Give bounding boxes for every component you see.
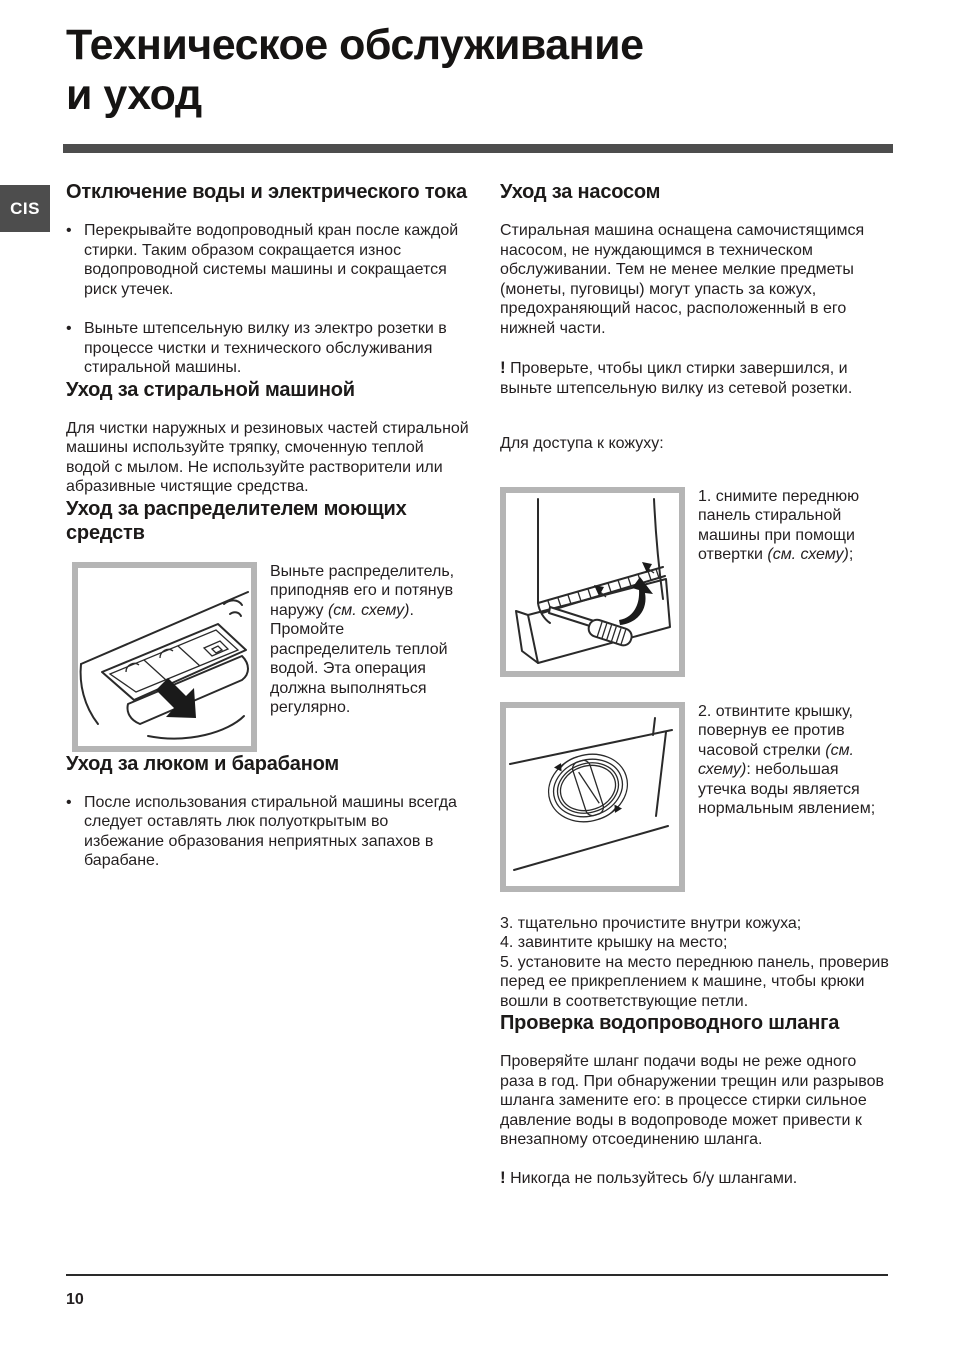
dispenser-text-post: . Промойте распределитель теплой водой. Эта операция должна выполняться регулярно.: [270, 601, 448, 716]
front-panel-figure: [500, 487, 685, 677]
heading-pump-care: Уход за насосом: [500, 181, 661, 203]
warning-pump-text: Проверьте, чтобы цикл стирки завершился, и выньте штепсельную вилку из сетевой розетки.: [500, 360, 853, 397]
bullet-text: После использования стиральной машины всегда следует оставлять люк полуоткрытым во избежание образования неприятных запахов в барабане.: [84, 793, 457, 869]
step-1-text: [698, 487, 888, 677]
heading-machine-care: Уход за стиральной машиной: [66, 378, 355, 401]
dispenser-figure: [72, 562, 257, 752]
pump-cover-figure-row: [500, 702, 892, 892]
dispenser-instructions: [270, 562, 460, 752]
warning-mark: !: [500, 358, 506, 377]
warning-hose-text: Никогда не пользуйтесь б/у шлангами.: [510, 1169, 798, 1187]
step-2-text: [698, 702, 888, 892]
body-machine-care: Для чистки наружных и резиновых частей стиральной машины используйте тряпку, смоченную теплой водой с мылом. Не используйте растворители или абразивные чистящие средства.: [66, 419, 469, 495]
step-3-text: 3. тщательно прочистите внутри кожуха;: [500, 914, 802, 932]
bullet-text: Перекрывайте водопроводный кран после каждой стирки. Таким образом сокращается износ водопроводной системы машины и сокращается риск утечек.: [84, 222, 459, 298]
step-4-text: 4. завинтите крышку на место;: [500, 934, 728, 951]
cis-language-tab: CIS: [0, 185, 50, 232]
detergent-dispenser-drawing: [78, 568, 251, 746]
pump-cap: [540, 744, 636, 832]
front-panel-removal-drawing: [506, 493, 679, 671]
see-figure-ref: (см. схему): [327, 601, 410, 619]
heading-dispenser-care: Уход за распределителем моющих средств: [66, 497, 407, 544]
dispenser-text-pre: Выньте распределитель, приподняв его и потянув наружу: [270, 562, 455, 619]
step2-post: : небольшая утечка воды является нормальным явлением;: [698, 761, 876, 817]
bullet-item: [66, 319, 470, 378]
warning-hose: [500, 1168, 892, 1189]
step-5-text: 5. установите на место переднюю панель, проверив перед ее прикреплением к машине, чтобы крюки вошли в соответствующие петли.: [500, 953, 889, 1010]
pump-cover-drawing: [506, 708, 679, 886]
bullet-marker: •: [66, 222, 72, 239]
step2-pre: 2. отвинтите крышку, повернув ее против часовой стрелки: [698, 702, 853, 759]
pump-care-body: Стиральная машина оснащена самочистящимся насосом, не нуждающимся в техническом обслуживании. Тем не менее мелкие предметы (монеты, пуговицы) могут упасть за кожух, предохраняющий насос, расположенный в его нижней части.: [500, 222, 865, 337]
bullet-item: [66, 793, 470, 871]
pump-cover-figure: [500, 702, 685, 892]
heading-water-power-off: Отключение воды и электрического тока: [66, 181, 467, 203]
page-title-line1: Техническое обслуживание: [66, 21, 644, 69]
steps-3-5: [500, 914, 892, 1012]
bullet-marker: •: [66, 320, 72, 337]
heading-door-drum-care: Уход за люком и барабаном: [66, 752, 339, 775]
see-figure-ref: (см. схему): [698, 741, 854, 778]
bullet-item: [66, 221, 470, 299]
see-figure-ref: (см. схему): [767, 546, 849, 563]
bullet-text: Выньте штепсельную вилку из электро розетки в процессе чистки и технического обслуживания стиральной машины.: [84, 320, 447, 376]
page-number: 10: [66, 1291, 84, 1308]
page-title-line2: и уход: [66, 71, 202, 119]
heading-hose-check: Проверка водопроводного шланга: [500, 1012, 840, 1034]
step1-post: ;: [848, 546, 854, 563]
warning-mark: !: [500, 1167, 506, 1187]
footer-rule: [66, 1274, 888, 1276]
front-panel-figure-row: [500, 487, 892, 677]
access-note: Для доступа к кожуху:: [500, 435, 664, 452]
warning-pump: [500, 358, 892, 398]
dispenser-figure-row: [72, 562, 470, 752]
title-rule: [63, 144, 893, 153]
water-power-bullets: [66, 221, 470, 378]
right-column: [500, 180, 892, 1188]
door-drum-bullets: [66, 793, 470, 871]
hose-check-body: Проверяйте шланг подачи воды не реже одного раза в год. При обнаружении трещин или разрывов шланга замените его: в процессе стирки сильное давление воды в водопроводе может привести к внезапному отсоединению шланга.: [500, 1053, 884, 1148]
bullet-marker: •: [66, 793, 72, 811]
step1-pre: 1. снимите переднюю панель стиральной машины при помощи отвертки: [698, 487, 860, 563]
page-title: [66, 20, 896, 120]
left-column: [66, 180, 470, 871]
